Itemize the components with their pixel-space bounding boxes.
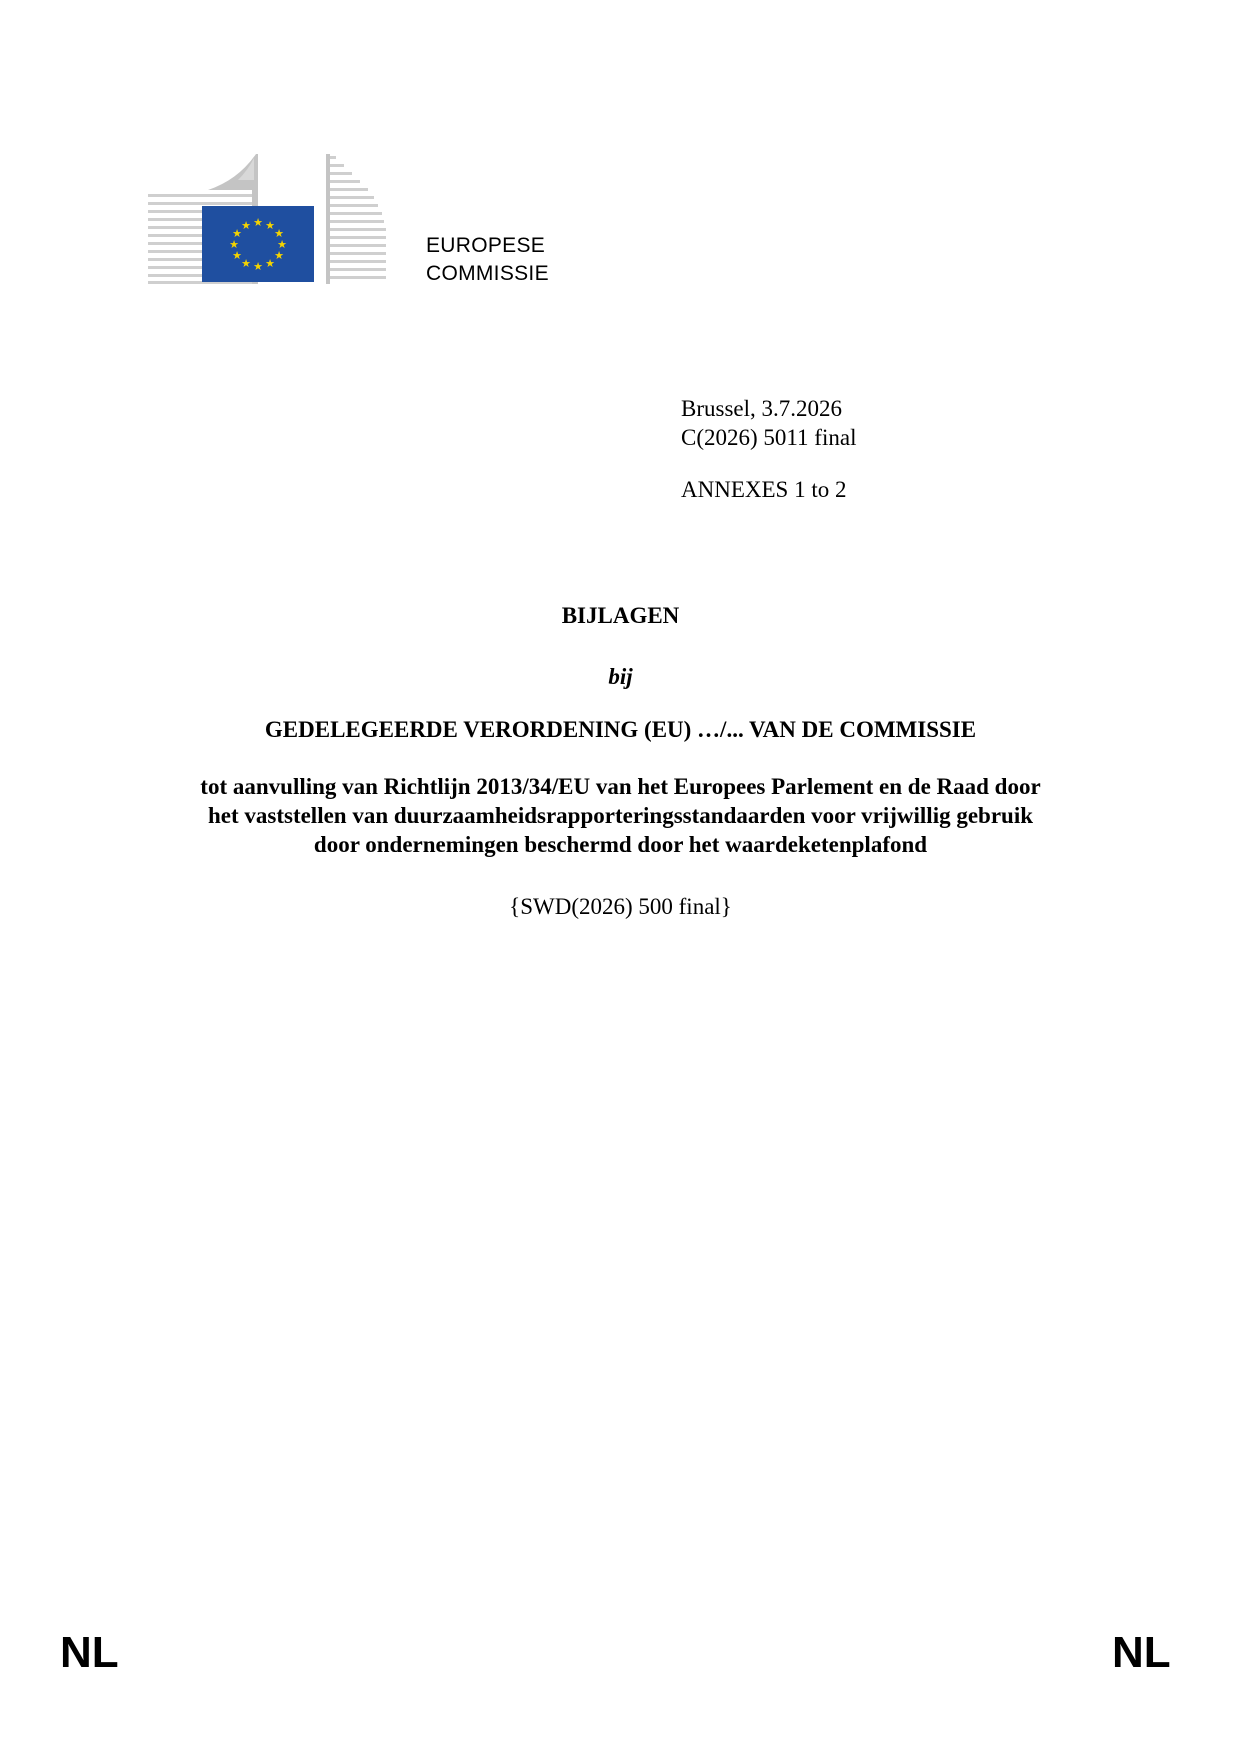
svg-text:★: ★	[229, 238, 239, 251]
subtitle-line: het vaststellen van duurzaamheidsrapporteringsstandaarden voor vrijwillig gebruik	[207, 803, 1034, 828]
organization-name-line1: EUROPESE	[426, 234, 546, 257]
document-title: BIJLAGEN	[561, 603, 680, 628]
svg-text:★: ★	[265, 219, 275, 232]
european-commission-logo	[148, 150, 414, 285]
document-metadata	[681, 394, 856, 504]
svg-text:★: ★	[241, 257, 251, 270]
place-date: Brussel, 3.7.2026	[681, 396, 842, 421]
regulation-title: GEDELEGEERDE VERORDENING (EU) …/... VAN DE COMMISSIE	[264, 717, 977, 742]
language-code-right: NL	[1112, 1628, 1171, 1677]
svg-text:★: ★	[265, 257, 275, 270]
document-reference: C(2026) 5011 final	[681, 425, 857, 450]
svg-text:★: ★	[253, 260, 263, 273]
regulation-subtitle	[0, 772, 1241, 859]
eu-flag-icon	[202, 206, 314, 282]
svg-text:★: ★	[241, 219, 251, 232]
annexes-label: ANNEXES 1 to 2	[681, 477, 847, 502]
svg-text:★: ★	[274, 227, 284, 240]
swd-reference: {SWD(2026) 500 final}	[509, 894, 732, 919]
subtitle-line: tot aanvulling van Richtlijn 2013/34/EU van het Europees Parlement en de Raad door	[200, 774, 1041, 799]
language-code-left: NL	[60, 1628, 119, 1677]
organization-name-line2: COMMISSIE	[426, 262, 549, 285]
svg-text:★: ★	[232, 227, 242, 240]
svg-text:★: ★	[232, 249, 242, 262]
organization-name	[426, 232, 549, 288]
svg-text:★: ★	[277, 238, 287, 251]
subtitle-line: door ondernemingen beschermd door het waardeketenplafond	[313, 832, 928, 857]
svg-text:★: ★	[253, 216, 263, 229]
document-connector: bij	[608, 664, 633, 689]
svg-text:★: ★	[274, 249, 284, 262]
